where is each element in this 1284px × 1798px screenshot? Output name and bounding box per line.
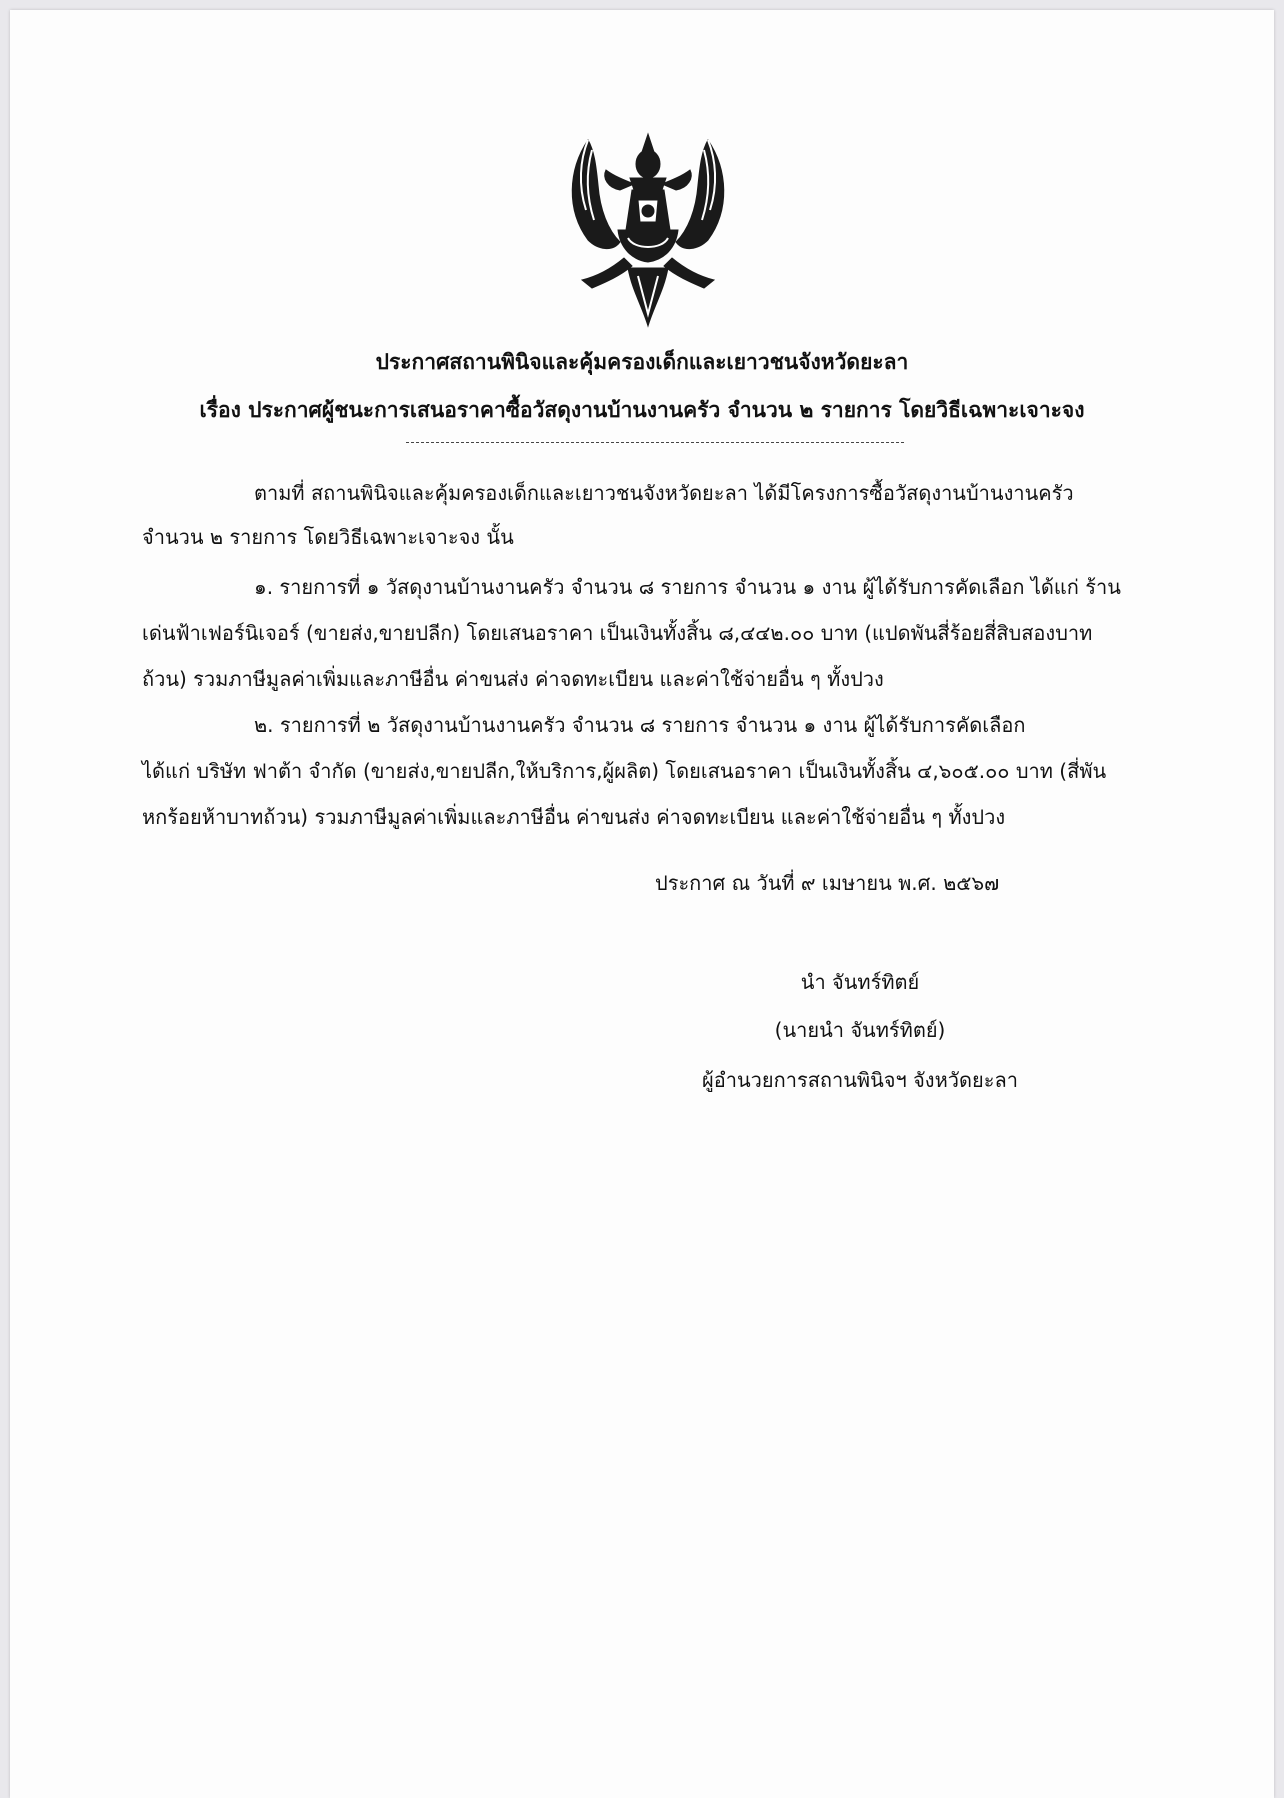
body-line: ๑. รายการที่ ๑ วัสดุงานบ้านงานครัว จำนวน ๘ รายการ จำนวน ๑ งาน ผู้ได้รับการคัดเลือก ได้แก่ ร้าน: [254, 575, 1121, 599]
announcement-date: ประกาศ ณ วันที่ ๙ เมษายน พ.ศ. ๒๕๖๗: [655, 871, 1000, 895]
document-page: [10, 10, 1274, 1798]
body-line: จำนวน ๒ รายการ โดยวิธีเฉพาะเจาะจง นั้น: [142, 525, 514, 549]
separator-line: [406, 442, 904, 443]
body-line: ได้แก่ บริษัท ฟาต้า จำกัด (ขายส่ง,ขายปลีก,ให้บริการ,ผู้ผลิต) โดยเสนอราคา เป็นเงินทั้งสิ้น ๔,๖๐๕.๐๐ บาท (สี่พัน: [142, 759, 1107, 783]
document-title: ประกาศสถานพินิจและคุ้มครองเด็กและเยาวชนจังหวัดยะลา: [375, 350, 909, 374]
signatory-position: ผู้อำนวยการสถานพินิจฯ จังหวัดยะลา: [702, 1068, 1018, 1092]
body-line: ถ้วน) รวมภาษีมูลค่าเพิ่มและภาษีอื่น ค่าขนส่ง ค่าจดทะเบียน และค่าใช้จ่ายอื่น ๆ ทั้งปวง: [142, 667, 884, 691]
body-line: ตามที่ สถานพินิจและคุ้มครองเด็กและเยาวชนจังหวัดยะลา ได้มีโครงการซื้อวัสดุงานบ้านงานครัว: [254, 481, 1074, 505]
document-subject: เรื่อง ประกาศผู้ชนะการเสนอราคาซื้อวัสดุงานบ้านงานครัว จำนวน ๒ รายการ โดยวิธีเฉพาะเจาะจง: [199, 398, 1085, 422]
garuda-emblem-icon: [558, 130, 738, 330]
body-line: หกร้อยห้าบาทถ้วน) รวมภาษีมูลค่าเพิ่มและภาษีอื่น ค่าขนส่ง ค่าจดทะเบียน และค่าใช้จ่ายอื่น ๆ ทั้งปวง: [142, 805, 1006, 829]
body-line: เด่นฟ้าเฟอร์นิเจอร์ (ขายส่ง,ขายปลีก) โดยเสนอราคา เป็นเงินทั้งสิ้น ๘,๔๔๒.๐๐ บาท (แปดพันสี่ร้อยสี่สิบสองบาท: [142, 621, 1093, 645]
signature-name: นำ จันทร์ทิตย์: [800, 970, 920, 994]
signatory-printed-name: (นายนำ จันทร์ทิตย์): [774, 1018, 946, 1042]
body-line: ๒. รายการที่ ๒ วัสดุงานบ้านงานครัว จำนวน ๘ รายการ จำนวน ๑ งาน ผู้ได้รับการคัดเลือก: [254, 713, 1026, 737]
